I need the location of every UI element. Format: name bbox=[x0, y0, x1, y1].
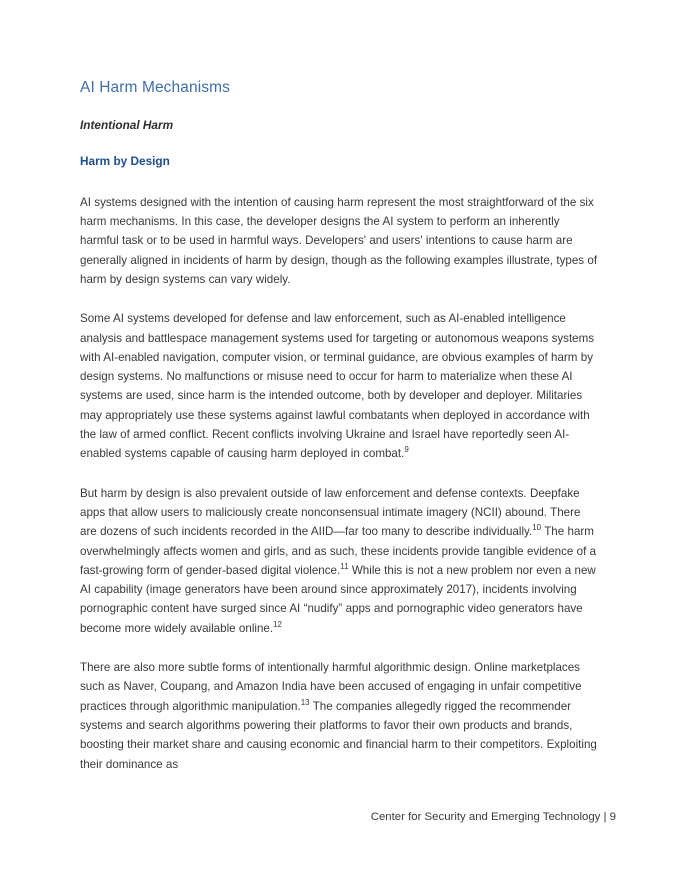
footnote-marker-11[interactable]: 11 bbox=[340, 561, 349, 571]
paragraph-2-text: Some AI systems developed for defense and law enforcement, such as AI-enabled intelligence analysis and battlespace management systems used for targeting or autonomous weapons systems with AI-enabled navigation, computer vision, or terminal guidance, are obvious examples of harm by design systems. No malfunctions or misuse need to occur for harm to materialize when these AI systems are used, since harm is the intended outcome, both by developer and deployer. Militaries may appropriately use these systems against lawful combatants when deployed in accordance with the law of armed conflict. Recent conflicts involving Ukraine and Israel have reportedly seen AI-enabled systems capable of causing harm deployed in combat. bbox=[80, 312, 595, 461]
footnote-marker-12[interactable]: 12 bbox=[273, 619, 282, 629]
paragraph-4-segment-1: There are also more subtle forms of intentionally harmful algorithmic design. Online marketplaces such as Naver, Coupang, and Amazon India have been accused of engaging in unfair competitive practices through algorithmic manipulation. bbox=[80, 661, 582, 713]
paragraph-4 bbox=[80, 658, 600, 774]
page-footer: Center for Security and Emerging Technology | 9 bbox=[370, 811, 616, 823]
paragraph-1 bbox=[80, 193, 600, 289]
section-heading-intentional-harm: Intentional Harm bbox=[80, 118, 174, 133]
footnote-marker-10[interactable]: 10 bbox=[532, 523, 542, 533]
paragraph-3-segment-1: But harm by design is also prevalent outside of law enforcement and defense contexts. Deepfake apps that allow users to maliciously create nonconsensual intimate imagery (NCII) abound. There are dozens of such incidents recorded in the AIID—far too many to describe individually. bbox=[80, 486, 581, 539]
paragraph-2 bbox=[80, 309, 600, 463]
paragraph-3 bbox=[80, 484, 600, 638]
footnote-marker-13[interactable]: 13 bbox=[300, 697, 310, 707]
document-body bbox=[80, 78, 600, 774]
paragraph-3-segment-3: While this is not a new problem nor even a new AI capability (image generators have been around since approximately 2017), incidents involving pornographic content have surged since AI “nudify” apps and pornographic video generators have become more widely available online. bbox=[80, 563, 596, 635]
paragraph-1-text: AI systems designed with the intention of causing harm represent the most straightforward of the six harm mechanisms. In this case, the developer designs the AI system to perform an inherently harmful task or to be used in harmful ways. Developers' and users' intentions to cause harm are generally aligned in incidents of harm by design, though as the following examples illustrate, types of harm by design systems can vary widely. bbox=[80, 195, 598, 286]
paragraph-3-segment-2: The harm overwhelmingly affects women and girls, and as such, these incidents provide tangible evidence of a fast-growing form of gender-based digital violence. bbox=[80, 525, 597, 577]
paragraph-4-segment-2: The companies allegedly rigged the recommender systems and search algorithms powering their platforms to favor their own products and brands, boosting their market share and causing economic and financial harm to their competitors. Exploiting their dominance as bbox=[80, 699, 597, 771]
page-title: AI Harm Mechanisms bbox=[80, 79, 230, 96]
footnote-marker-9[interactable]: 9 bbox=[404, 445, 409, 455]
subsection-heading-harm-by-design: Harm by Design bbox=[80, 154, 170, 169]
